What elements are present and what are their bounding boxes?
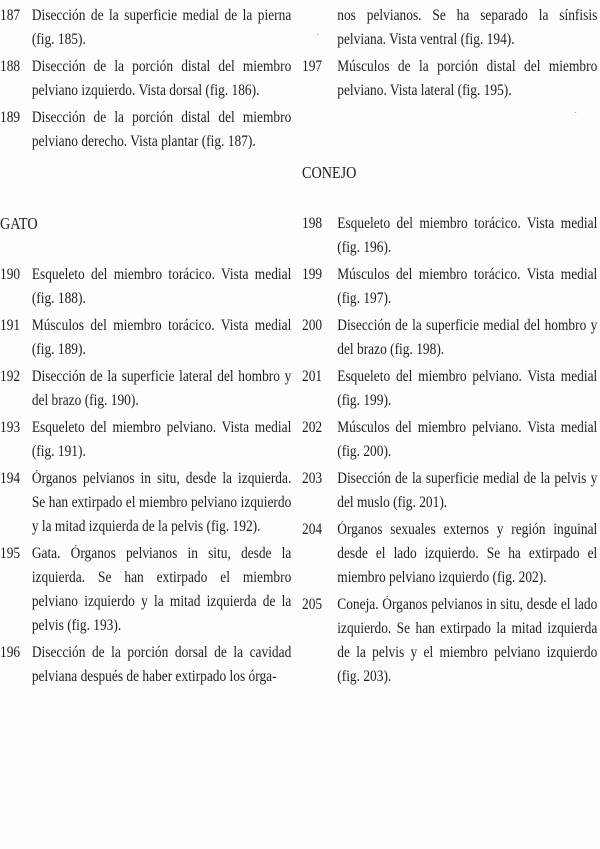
entry-number: 196	[0, 644, 21, 661]
list-item	[0, 365, 291, 413]
list-item	[0, 542, 291, 638]
entry-number: 187	[0, 7, 21, 24]
scan-speck: ·	[316, 30, 320, 41]
entry-number: 195	[0, 545, 21, 562]
entry-number: 199	[302, 266, 323, 283]
list-item	[302, 365, 597, 413]
list-item	[0, 106, 291, 154]
entry-number: 203	[302, 470, 323, 487]
list-item	[302, 263, 597, 311]
list-item	[0, 55, 291, 103]
entry-text: Músculos del miembro torácico. Vista medial (fig. 197).	[337, 266, 598, 307]
list-item	[0, 263, 291, 311]
entry-number: 201	[302, 368, 323, 385]
entry-number: 205	[302, 596, 323, 613]
entry-number: 197	[302, 58, 323, 75]
entry-text: Disección de la superficie medial del hombro y del brazo (fig. 198).	[337, 317, 598, 358]
entry-number: 191	[0, 317, 21, 334]
entry-text: Coneja. Órganos pelvianos in situ, desde el lado izquierdo. Se han extirpado la mitad izquierda de la pelvis y el miembro pelviano izquierdo (fig. 203).	[337, 596, 598, 685]
entry-text: Disección de la porción distal del miembro pelviano izquierdo. Vista dorsal (fig. 186).	[31, 58, 292, 99]
entry-text: Músculos del miembro pelviano. Vista medial (fig. 200).	[337, 419, 598, 460]
entry-text: Disección de la porción dorsal de la cavidad pelviana después de haber extirpado los órga-	[31, 644, 292, 685]
entry-number: 194	[0, 470, 21, 487]
entry-number: 189	[0, 109, 21, 126]
entry-text: Disección de la superficie medial de la pierna (fig. 185).	[31, 7, 292, 48]
list-item	[0, 314, 291, 362]
list-item	[0, 641, 291, 689]
entry-text: Órganos pelvianos in situ, desde la izquierda. Se han extirpado el miembro pelviano izquierdo y la mitad izquierda de la pelvis (fig. 192).	[31, 470, 292, 535]
list-item	[302, 212, 597, 260]
entry-number: 198	[302, 215, 323, 232]
scan-speck: ·	[574, 108, 578, 119]
entry-number: 200	[302, 317, 323, 334]
entry-text: Disección de la superficie lateral del hombro y del brazo (fig. 190).	[31, 368, 292, 409]
section-heading: GATO	[0, 214, 38, 233]
list-item	[302, 55, 597, 103]
list-item	[0, 467, 291, 539]
entry-text: Disección de la porción distal del miembro pelviano derecho. Vista plantar (fig. 187).	[31, 109, 292, 150]
entry-number: 202	[302, 419, 323, 436]
list-item	[302, 314, 597, 362]
list-item	[302, 593, 597, 689]
list-item	[302, 416, 597, 464]
entry-text: Esqueleto del miembro torácico. Vista medial (fig. 188).	[31, 266, 292, 307]
entry-text: nos pelvianos. Se ha separado la sínfisis pelviana. Vista ventral (fig. 194).	[337, 7, 598, 48]
entry-number: 188	[0, 58, 21, 75]
list-item	[0, 4, 291, 52]
entry-text: Disección de la superficie medial de la pelvis y del muslo (fig. 201).	[337, 470, 598, 511]
list-item	[302, 467, 597, 515]
entry-text: Esqueleto del miembro torácico. Vista medial (fig. 196).	[337, 215, 598, 256]
section-heading: CONEJO	[302, 163, 357, 182]
entry-text: Esqueleto del miembro pelviano. Vista medial (fig. 191).	[31, 419, 292, 460]
entry-text: Músculos del miembro torácico. Vista medial (fig. 189).	[31, 317, 292, 358]
entry-text: Gata. Órganos pelvianos in situ, desde la izquierda. Se han extirpado el miembro pelviano izquierdo y la mitad izquierda de la pelvis (fig. 193).	[31, 545, 292, 634]
entry-text: Órganos sexuales externos y región inguinal desde el lado izquierdo. Se ha extirpado el miembro pelviano izquierdo (fig. 202).	[337, 521, 598, 586]
list-item	[0, 416, 291, 464]
entry-number: 192	[0, 368, 21, 385]
entry-text: Músculos de la porción distal del miembro pelviano. Vista lateral (fig. 195).	[337, 58, 598, 99]
entry-number: 193	[0, 419, 21, 436]
entry-text: Esqueleto del miembro pelviano. Vista medial (fig. 199).	[337, 368, 598, 409]
list-item	[302, 518, 597, 590]
list-item-continuation	[302, 4, 597, 52]
entry-number: 190	[0, 266, 21, 283]
entry-number: 204	[302, 521, 323, 538]
